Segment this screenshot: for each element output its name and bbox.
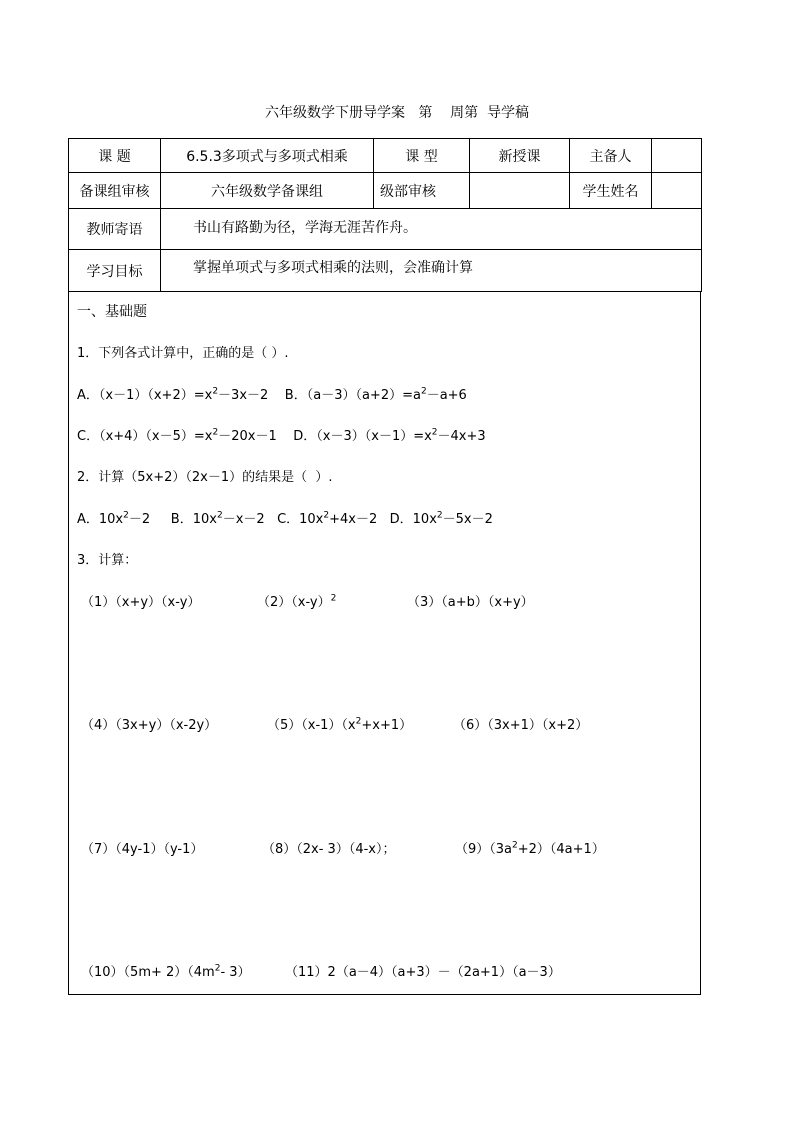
teacher-message-label: 教师寄语 [69,209,161,250]
superscript: 2 [123,510,129,521]
problem-2-text: （2）（x-y） [257,595,331,610]
problem-2 [257,591,336,610]
review-label: 备课组审核 [69,173,161,209]
option-c-text: C．（x+4）（x－5）=x [77,429,213,444]
type-value: 新授课 [470,139,570,173]
superscript: 2 [212,427,219,438]
superscript: 2 [420,386,427,397]
q2-option-c: －x－2 C．10x [222,512,324,527]
superscript: 2 [212,386,219,397]
preparer-field[interactable] [652,139,702,173]
subject-value: 6.5.3多项式与多项式相乘 [161,139,374,173]
header-table [68,138,702,292]
option-b-text: －3x－2 B．（a－3）（a+2）=a [218,388,421,403]
subject-label: 课 题 [69,139,161,173]
question-3-stem: 3．计算： [77,553,138,568]
problem-4: （4）（3x+y）（x-2y） [81,718,218,733]
type-label: 课 型 [374,139,470,173]
problem-10-text: （10）（5m+ 2）（4m [81,965,215,980]
problem-10-tail: - 3） [220,965,251,980]
problem-11: （11）2（a－4）（a+3）－（2a+1）（a－3） [285,965,561,980]
question-2-stem: 2．计算（5x+2）（2x－1）的结果是（ ）. [77,470,333,485]
q2-option-d: +4x－2 D．10x [329,512,437,527]
problem-9-text: （9）（3a [455,842,513,857]
q2-option-d-tail: －5x－2 [442,512,493,527]
superscript: 2 [355,716,362,727]
page-title: 六年级数学下册导学案 第 周第 导学稿 [264,105,530,121]
question-1-stem: 1．下列各式计算中，正确的是（ ）. [77,346,289,361]
problem-8: （8）（2x- 3）（4-x）； [262,842,396,857]
superscript: 2 [431,427,438,438]
learning-goal-label: 学习目标 [69,250,161,292]
option-d-text: －20x－1 D．（x－3）（x－1）=x [218,429,432,444]
problem-6: （6）（3x+1）（x+2） [453,718,589,733]
superscript: 2 [330,593,337,604]
problem-5-tail: +x+1） [361,718,413,733]
problem-3: （3）（a+b）（x+y） [407,595,534,610]
superscript: 2 [214,963,221,974]
student-name-label: 学生姓名 [570,173,652,209]
preparer-label: 主备人 [570,139,652,173]
learning-goal-value: 掌握单项式与多项式相乘的法则，会准确计算 [161,250,702,292]
option-d-tail: －4x+3 [437,429,486,444]
question-1-options-cd [77,425,486,444]
problem-9 [455,838,605,857]
problem-5-text: （5）（x-1）（x [267,718,356,733]
problem-9-tail: +2）（4a+1） [517,842,605,857]
option-b-tail: －a+6 [426,388,467,403]
superscript: 2 [512,840,518,851]
teacher-message-value: 书山有路勤为径，学海无涯苦作舟。 [161,209,702,250]
q2-option-b: －2 B．10x [128,512,217,527]
student-name-field[interactable] [652,173,702,209]
review-value: 六年级数学备课组 [161,173,374,209]
problem-5 [267,714,412,733]
problem-1: （1）（x+y）（x-y） [81,595,201,610]
dept-review-label: 级部审核 [374,173,470,209]
problem-7: （7）（4y-1）（y-1） [81,842,204,857]
q2-option-a: A．10x [77,512,124,527]
problem-10 [81,961,251,980]
exercise-section [68,291,701,995]
superscript: 2 [323,510,330,521]
question-1-options-ab [77,384,467,403]
superscript: 2 [216,510,223,521]
section-title: 一、基础题 [77,304,147,320]
question-2-options [77,508,493,527]
dept-review-field[interactable] [470,173,570,209]
superscript: 2 [436,510,443,521]
option-a-text: A．（x－1）（x+2）=x [77,388,213,403]
